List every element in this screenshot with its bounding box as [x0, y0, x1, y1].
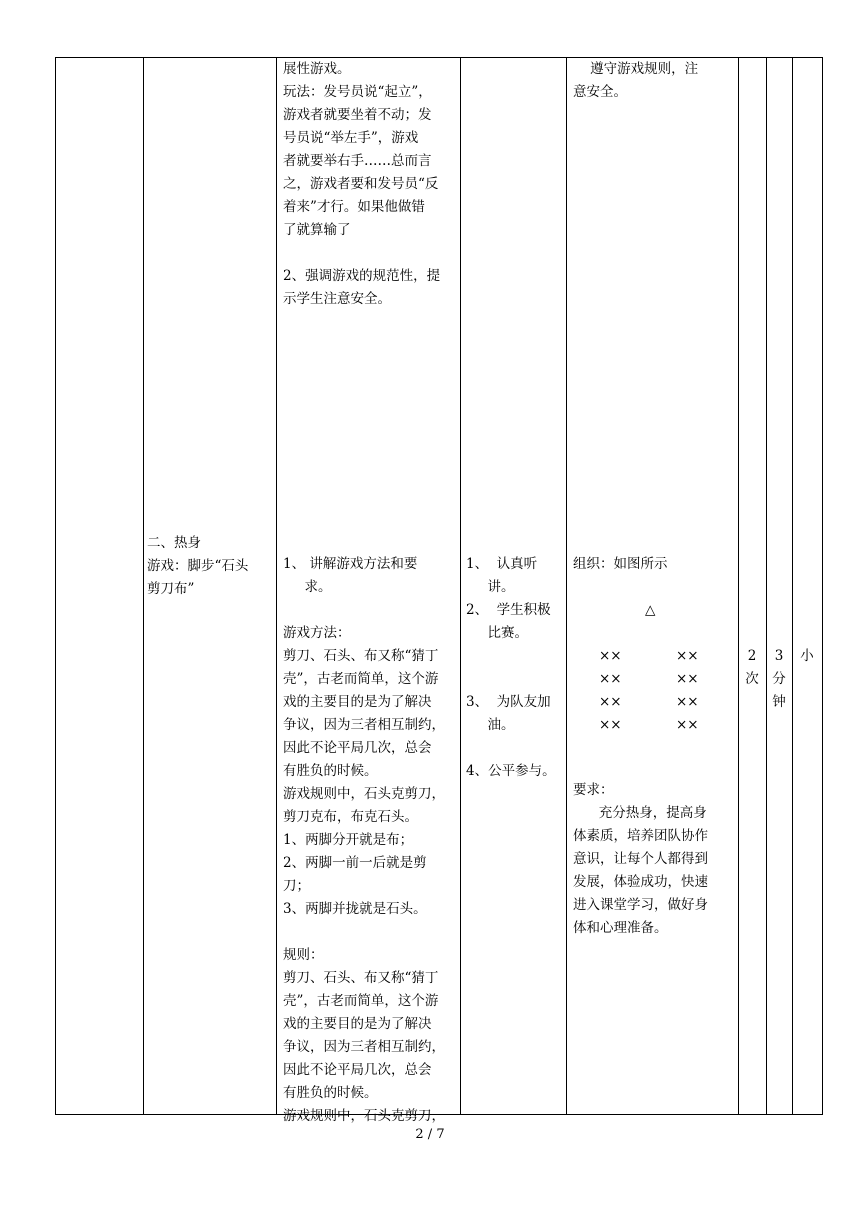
- intensity: 小: [800, 648, 814, 664]
- teacher-activity-text: 1、 讲解游戏方法和要 求。 游戏方法： 剪刀、石头、布又称“猜丁 壳”，古老而简单，这个游 戏的主要目的是为了解决 争议，因为三者相互制约， 因此不论平局几次，总会 有胜负的时候。 游戏规则中，石头克剪刀， 剪刀克布，布克石头。 1、两脚分开就是布； 2、两脚一前一后就是剪 刀； 3、两脚并拢就是石头。 规则： 剪刀、石头、布又称“猜丁 壳”，古老而简单，这个游 戏的主要目的是为了解决 争议，因为三者相互制约， 因此不论平局几次，总会 有胜负的时候。 游戏规则中，石头克剪刀，: [283, 556, 445, 1124]
- column-divider: [766, 58, 767, 1114]
- column-divider: [276, 58, 277, 1114]
- formation-right-column: ×× ×× ×× ××: [676, 648, 699, 733]
- page-number: 2 / 7: [415, 1127, 445, 1142]
- organization-label: 组织：如图所示: [573, 556, 668, 572]
- duration: 3 分 钟: [772, 648, 786, 710]
- teacher-triangle-icon: △: [645, 602, 656, 618]
- requirements-text: 要求： 充分热身，提高身 体素质，培养团队协作 意识，让每个人都得到 发展，体验成功，快速 进入课堂学习，做好身 体和心理准备。: [573, 782, 708, 936]
- column-divider: [460, 58, 461, 1114]
- warmup-section-title: 二、热身 游戏：脚步“石头 剪刀布”: [147, 535, 249, 597]
- column-divider: [143, 58, 144, 1114]
- column-divider: [566, 58, 567, 1114]
- repetition-count: 2 次: [745, 648, 759, 687]
- column-divider: [738, 58, 739, 1114]
- column-divider: [792, 58, 793, 1114]
- safety-requirement-text: 遵守游戏规则，注 意安全。: [573, 61, 699, 100]
- formation-left-column: ×× ×× ×× ××: [599, 648, 622, 733]
- game-rules-text: 展性游戏。 玩法：发号员说“起立”， 游戏者就要坐着不动；发 号员说“举左手”，游戏 者就要举右手……总而言 之，游戏者要和发号员“反 着来”才行。如果他做错 了就算输了 2、强调游戏的规范性，提 示学生注意安全。: [283, 61, 441, 307]
- student-activity-text: 1、 认真听 讲。 2、 学生积极 比赛。 3、 为队友加 油。 4、公平参与。: [466, 556, 556, 779]
